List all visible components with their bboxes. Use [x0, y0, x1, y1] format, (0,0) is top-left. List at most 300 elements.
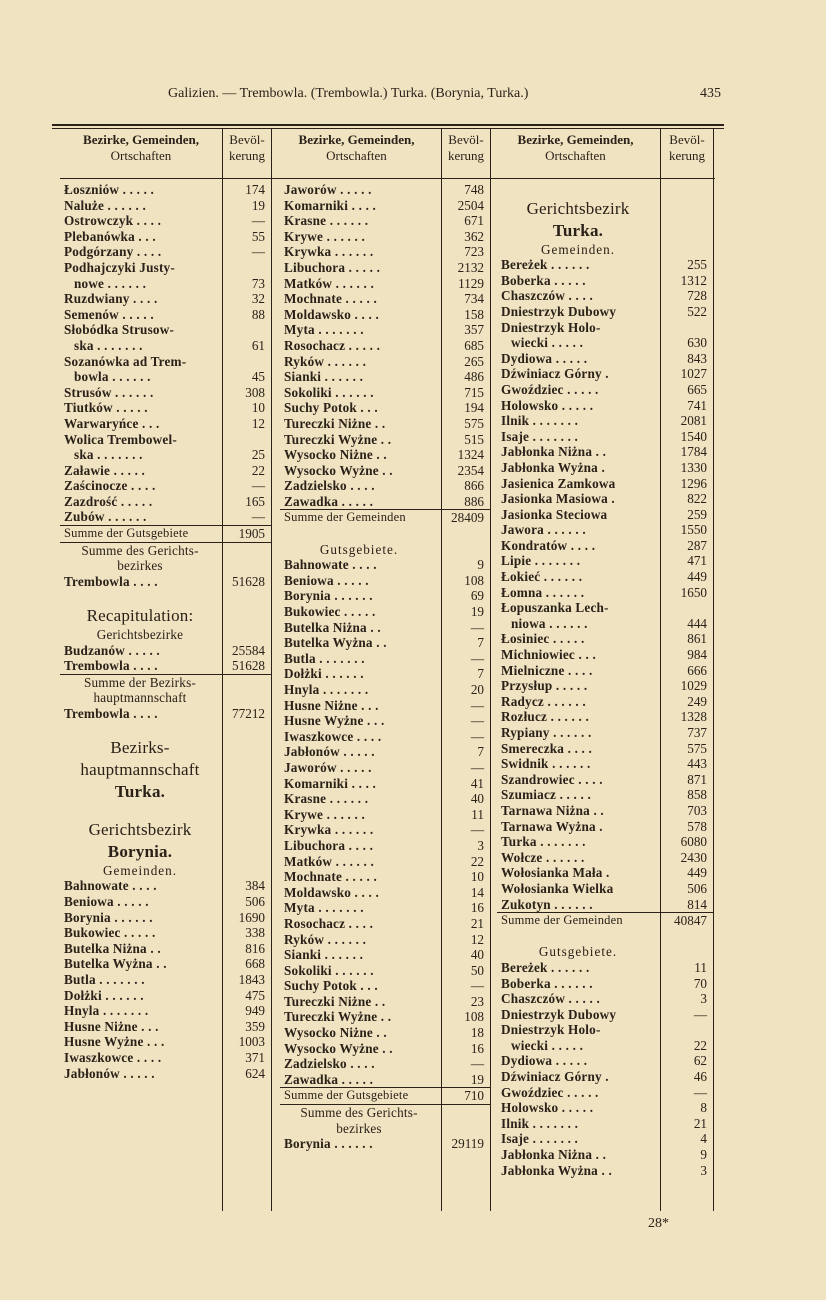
population-value: 29119	[451, 1136, 484, 1152]
population-value: 1650	[680, 584, 707, 600]
population-value: —	[470, 619, 484, 635]
table-row	[280, 932, 490, 948]
population-value: 22	[470, 853, 484, 869]
population-value: 2132	[457, 259, 484, 275]
place-name: Trembowla . . . .	[64, 573, 158, 589]
table-row	[280, 978, 490, 994]
table-row	[60, 910, 271, 926]
place-name: Summe des Gerichts-	[81, 542, 199, 558]
table-row	[280, 651, 490, 667]
population-value: 69	[470, 588, 484, 604]
population-value: 32	[251, 291, 265, 307]
table-row	[60, 1066, 271, 1082]
table-row	[60, 542, 271, 559]
table-row	[497, 507, 713, 523]
population-value: 40847	[674, 913, 707, 929]
place-name: Hnyla . . . . . . .	[284, 682, 369, 697]
population-value: 12	[470, 931, 484, 947]
table-row	[280, 478, 490, 494]
table-row	[497, 725, 713, 741]
table-row	[497, 756, 713, 772]
place-name: Husne Wyżne . . .	[64, 1034, 165, 1050]
population-value: 984	[687, 647, 707, 663]
population-value: 25	[251, 447, 265, 463]
table-row	[280, 573, 490, 589]
table-row	[497, 522, 713, 538]
place-name: Husne Niżne . . .	[284, 697, 379, 713]
place-name: Gerichtsbezirk	[88, 819, 192, 839]
population-value: 7	[477, 744, 484, 760]
place-name: Sokoliki . . . . . .	[284, 962, 374, 978]
place-name: Naluże . . . . . .	[64, 197, 146, 213]
place-name: Libuchora . . . .	[284, 837, 374, 853]
place-name: Summe der Gutsgebiete	[64, 526, 189, 541]
table-row	[280, 463, 490, 479]
table-row	[497, 819, 713, 835]
table-row	[280, 1121, 490, 1137]
table-row	[497, 491, 713, 507]
population-value: 737	[687, 725, 707, 740]
population-value: 158	[464, 306, 484, 322]
table-row	[497, 1069, 713, 1085]
place-name: Borynia . . . . . .	[284, 1136, 373, 1152]
place-name: Summe des Gerichts-	[300, 1105, 418, 1121]
column-2	[280, 182, 490, 1152]
population-value: 9	[477, 557, 484, 573]
table-row	[60, 416, 271, 432]
place-name: bezirkes	[117, 558, 163, 574]
table-row	[497, 182, 713, 198]
place-name: Mielniczne . . . .	[501, 662, 593, 678]
population-value: 16	[470, 1040, 484, 1056]
place-name: Szandrowiec . . . .	[501, 771, 603, 787]
col1-pop-heading: Bevöl- kerung	[228, 132, 266, 163]
place-name: Butelka Niżna . .	[284, 619, 381, 635]
place-name: Komarniki . . . .	[284, 775, 377, 791]
table-row	[280, 729, 490, 745]
table-row	[280, 369, 490, 385]
population-value: 1027	[680, 366, 707, 382]
table-row	[497, 991, 713, 1007]
place-name: Jabłonów . . . . .	[284, 744, 375, 760]
place-name: Gwoździec . . . . .	[501, 381, 599, 397]
table-row	[60, 432, 271, 448]
place-name: Rypiany . . . . . .	[501, 725, 592, 740]
table-row	[280, 713, 490, 729]
place-name: Jaworów . . . . .	[284, 759, 372, 775]
place-name: Krywe . . . . . .	[284, 806, 366, 822]
table-row	[497, 569, 713, 585]
col3-right-rule	[713, 129, 714, 1211]
running-title: Galizien. — Trembowla. (Trembowla.) Turka. (Borynia, Turka.)	[168, 86, 529, 101]
population-value: 515	[464, 431, 484, 447]
table-row	[60, 558, 271, 574]
population-value: 51628	[232, 658, 265, 674]
population-value: 21	[693, 1115, 707, 1131]
place-name: Jabłonów . . . . .	[64, 1065, 155, 1081]
table-row	[497, 1085, 713, 1101]
population-value: 21	[470, 915, 484, 931]
table-row	[497, 198, 713, 220]
table-row	[497, 960, 713, 976]
table-row	[280, 947, 490, 963]
population-value: 194	[464, 400, 484, 416]
population-value: 449	[687, 569, 707, 585]
place-name: Słobódka Strusow-	[64, 322, 175, 338]
place-name: Turka.	[552, 220, 604, 240]
table-row	[280, 666, 490, 682]
table-row	[497, 678, 713, 694]
table-row	[60, 956, 271, 972]
place-name: Matków . . . . . .	[284, 275, 375, 291]
table-row	[280, 620, 490, 636]
place-name: Jabłonka Wyżna . .	[501, 1162, 612, 1178]
population-value: 362	[464, 228, 484, 244]
population-value: 843	[687, 350, 707, 366]
table-row	[280, 916, 490, 932]
table-row	[60, 589, 271, 605]
place-name: Recapitulation:	[86, 606, 194, 626]
population-value: 19	[470, 1071, 484, 1087]
population-value: 23	[470, 993, 484, 1009]
place-name: Beniowa . . . . .	[64, 893, 149, 909]
table-row	[497, 929, 713, 945]
table-row	[497, 413, 713, 429]
population-value: 108	[464, 572, 484, 588]
place-name: Krywka . . . . . .	[284, 244, 374, 260]
table-row	[280, 291, 490, 307]
place-name: Gutsgebiete.	[319, 541, 399, 557]
table-row	[497, 242, 713, 258]
table-row	[497, 320, 713, 336]
table-row	[280, 244, 490, 260]
place-name: Moldawsko . . . .	[284, 306, 379, 322]
place-name: Butelka Niżna . .	[64, 940, 161, 956]
place-name: Komarniki . . . .	[284, 197, 377, 213]
population-value: 51628	[232, 573, 265, 589]
table-row	[497, 585, 713, 601]
table-row	[497, 944, 713, 960]
population-value: —	[251, 213, 265, 229]
population-value: 475	[245, 987, 265, 1003]
table-row	[60, 182, 271, 198]
place-name: Gerichtsbezirke	[96, 627, 184, 643]
table-row	[497, 787, 713, 803]
population-value: 1324	[457, 447, 484, 463]
place-name: Iwaszkowce . . . .	[284, 728, 382, 744]
place-name: Gemeinden.	[102, 862, 178, 878]
table-row	[60, 525, 271, 542]
table-row	[280, 400, 490, 416]
place-name: Jabłonka Niżna . .	[501, 1147, 607, 1163]
population-value: 41	[470, 775, 484, 791]
col1-right-rule	[271, 129, 272, 1211]
table-row	[60, 737, 271, 759]
population-value: 816	[245, 940, 265, 956]
population-value: 1690	[238, 909, 265, 925]
place-name: Dołżki . . . . . .	[284, 666, 364, 682]
table-row	[60, 260, 271, 276]
population-value: 265	[464, 353, 484, 369]
population-value: 630	[687, 335, 707, 351]
place-name: Swidnik . . . . . .	[501, 756, 591, 772]
table-row	[280, 338, 490, 354]
place-name: Wolica Trembowel-	[64, 431, 177, 447]
population-value: 308	[245, 384, 265, 400]
table-row	[280, 854, 490, 870]
table-row	[280, 1025, 490, 1041]
table-row	[60, 1019, 271, 1035]
table-row	[497, 538, 713, 554]
place-name: Myta . . . . . . .	[284, 900, 364, 916]
population-value: 578	[687, 818, 707, 834]
place-name: Matków . . . . . .	[284, 853, 375, 869]
population-value: —	[470, 1056, 484, 1072]
table-row	[60, 307, 271, 323]
place-name: Radycz . . . . . .	[501, 693, 586, 709]
population-value: —	[470, 713, 484, 729]
population-value: 19	[251, 197, 265, 213]
table-row	[60, 213, 271, 229]
header-bottom-rule	[60, 178, 715, 179]
table-row	[60, 400, 271, 416]
population-value: 4	[700, 1131, 707, 1147]
population-value: 9	[700, 1147, 707, 1163]
place-name: Zaścinocze . . . .	[64, 478, 156, 494]
place-name: Zubów . . . . . .	[64, 509, 147, 525]
population-value: —	[251, 509, 265, 525]
place-name: Zawadka . . . . .	[284, 493, 374, 509]
place-name: Ilnik . . . . . . .	[501, 1115, 579, 1131]
table-row	[280, 635, 490, 651]
population-value: 11	[694, 959, 707, 975]
table-row	[497, 1022, 713, 1038]
table-row	[60, 509, 271, 525]
place-name: hauptmannschaft	[93, 690, 187, 706]
table-row	[497, 257, 713, 273]
table-row	[280, 557, 490, 573]
table-row	[497, 1100, 713, 1116]
table-row	[60, 244, 271, 260]
population-value: 575	[687, 740, 707, 756]
place-name: Dniestrzyk Dubowy	[501, 1006, 617, 1022]
population-value: 671	[464, 213, 484, 229]
table-row	[497, 288, 713, 304]
table-row	[280, 432, 490, 448]
table-row	[497, 366, 713, 382]
place-name: Butla . . . . . . .	[64, 971, 145, 987]
place-name: Dniestrzyk Holo-	[501, 319, 601, 335]
place-name: Trembowla . . . .	[64, 658, 158, 674]
place-name: Krywka . . . . . .	[284, 822, 374, 838]
place-name: Sozanówka ad Trem-	[64, 353, 187, 369]
table-row	[280, 963, 490, 979]
place-name: Dydiowa . . . . .	[501, 350, 588, 366]
table-row	[280, 494, 490, 510]
place-name: Tarnawa Wyżna .	[501, 818, 603, 834]
population-value: 70	[693, 975, 707, 991]
table-row	[497, 834, 713, 850]
place-name: Ostrowczyk . . . .	[64, 213, 162, 229]
table-row	[497, 476, 713, 492]
place-name: Rosochacz . . . .	[284, 915, 374, 931]
population-value: 18	[470, 1025, 484, 1041]
table-row	[60, 759, 271, 781]
table-row	[280, 838, 490, 854]
place-name: Podgórzany . . . .	[64, 244, 162, 260]
population-value: 61	[251, 337, 265, 353]
population-value: 1540	[680, 428, 707, 444]
table-row	[280, 1087, 490, 1104]
population-value: 822	[687, 491, 707, 507]
population-value: 25584	[232, 642, 265, 658]
table-row	[280, 698, 490, 714]
place-name: Bahnowate . . . .	[64, 878, 157, 894]
table-row	[497, 1147, 713, 1163]
place-name: Dołżki . . . . . .	[64, 987, 144, 1003]
table-row	[280, 307, 490, 323]
place-name: Husne Niżne . . .	[64, 1018, 159, 1034]
place-name: Holowsko . . . . .	[501, 1100, 594, 1116]
place-name: Budzanów . . . . .	[64, 642, 160, 658]
table-row	[280, 807, 490, 823]
place-name: Łomna . . . . . .	[501, 584, 585, 600]
table-row	[497, 444, 713, 460]
place-name: Sokoliki . . . . . .	[284, 384, 374, 400]
place-name: Wołosianka Wielka	[501, 880, 614, 896]
place-name: Wysocko Wyżne . .	[284, 1040, 393, 1056]
place-name: Bukowiec . . . . .	[284, 604, 376, 620]
table-row	[497, 647, 713, 663]
population-value: 73	[251, 275, 265, 291]
place-name: Turka.	[114, 782, 166, 802]
place-name: Ruzdwiany . . . .	[64, 291, 158, 307]
population-value: 40	[470, 791, 484, 807]
place-name: Myta . . . . . . .	[284, 322, 364, 338]
table-row	[280, 885, 490, 901]
place-name: Lipie . . . . . . .	[501, 553, 581, 569]
place-name: Trembowla . . . .	[64, 706, 158, 721]
place-name: Butelka Wyżna . .	[284, 635, 387, 651]
table-row	[497, 1053, 713, 1069]
table-row	[497, 1007, 713, 1023]
table-row	[280, 322, 490, 338]
population-value: 444	[687, 615, 707, 631]
place-name: Krywe . . . . . .	[284, 228, 366, 244]
population-value: 506	[687, 880, 707, 896]
table-row	[60, 574, 271, 590]
table-row	[60, 819, 271, 841]
population-value: 728	[687, 288, 707, 304]
table-row	[60, 941, 271, 957]
population-value: 1843	[238, 971, 265, 987]
place-name: Zukotyn . . . . . .	[501, 896, 593, 912]
population-value: —	[470, 650, 484, 666]
table-row	[497, 1116, 713, 1132]
table-row	[60, 354, 271, 370]
population-value: 2504	[457, 197, 484, 213]
table-row	[280, 198, 490, 214]
table-row	[60, 463, 271, 479]
place-name: Chaszczów . . . .	[501, 288, 594, 304]
place-name: Zadzielsko . . . .	[284, 478, 375, 494]
population-value: 710	[464, 1088, 484, 1104]
population-value: 6080	[680, 834, 707, 850]
place-name: Beniowa . . . . .	[284, 572, 369, 588]
population-value: 16	[470, 900, 484, 916]
population-value: 11	[471, 806, 484, 822]
population-value: 666	[687, 662, 707, 678]
population-value: —	[470, 822, 484, 838]
place-name: Plebanówka . . .	[64, 228, 156, 244]
place-name: Gerichtsbezirk	[526, 198, 630, 218]
table-row	[60, 494, 271, 510]
population-value: 1003	[238, 1034, 265, 1050]
population-value: 471	[687, 553, 707, 569]
table-row	[497, 600, 713, 616]
place-name: Libuchora . . . . .	[284, 259, 381, 275]
table-row	[280, 869, 490, 885]
place-name: ska . . . . . . .	[74, 447, 143, 463]
population-value: 3	[700, 1162, 707, 1178]
population-value: 259	[687, 506, 707, 522]
place-name: Krasne . . . . . .	[284, 213, 369, 229]
population-value: 22	[251, 462, 265, 478]
place-name: Wysocko Niżne . .	[284, 447, 387, 463]
table-row	[497, 631, 713, 647]
population-value: 748	[464, 182, 484, 197]
page-number: 435	[700, 86, 721, 101]
table-row	[280, 1072, 490, 1088]
table-row	[280, 588, 490, 604]
population-value: 7	[477, 635, 484, 651]
population-value: 486	[464, 369, 484, 385]
population-value: 665	[687, 381, 707, 397]
table-row	[60, 627, 271, 643]
place-name: Borynia.	[107, 841, 173, 861]
place-name: Łoszniów . . . . .	[64, 182, 155, 197]
place-name: bezirkes	[336, 1120, 382, 1136]
table-row	[60, 863, 271, 879]
table-row	[497, 850, 713, 866]
place-name: Boberka . . . . .	[501, 272, 586, 288]
table-row	[60, 605, 271, 627]
place-name: Ryków . . . . . .	[284, 931, 367, 947]
table-row	[497, 553, 713, 569]
table-row	[60, 1050, 271, 1066]
place-name: Dniestrzyk Holo-	[501, 1022, 601, 1038]
population-value: 20	[470, 682, 484, 697]
place-name: Isaje . . . . . . .	[501, 1131, 579, 1147]
place-name: Bereżek . . . . . .	[501, 257, 590, 273]
table-row	[497, 709, 713, 725]
table-row	[497, 351, 713, 367]
place-name: Rosochacz . . . . .	[284, 337, 381, 353]
table-row	[280, 385, 490, 401]
population-value: 703	[687, 802, 707, 818]
population-value: 886	[464, 493, 484, 509]
table-row	[497, 429, 713, 445]
population-value: 858	[687, 787, 707, 803]
table-row	[60, 988, 271, 1004]
population-value: 14	[470, 884, 484, 900]
table-row	[497, 382, 713, 398]
place-name: bowla . . . . . .	[74, 369, 151, 385]
table-row	[280, 744, 490, 760]
place-name: Krasne . . . . . .	[284, 791, 369, 807]
column-1	[60, 182, 271, 1081]
table-row	[497, 663, 713, 679]
